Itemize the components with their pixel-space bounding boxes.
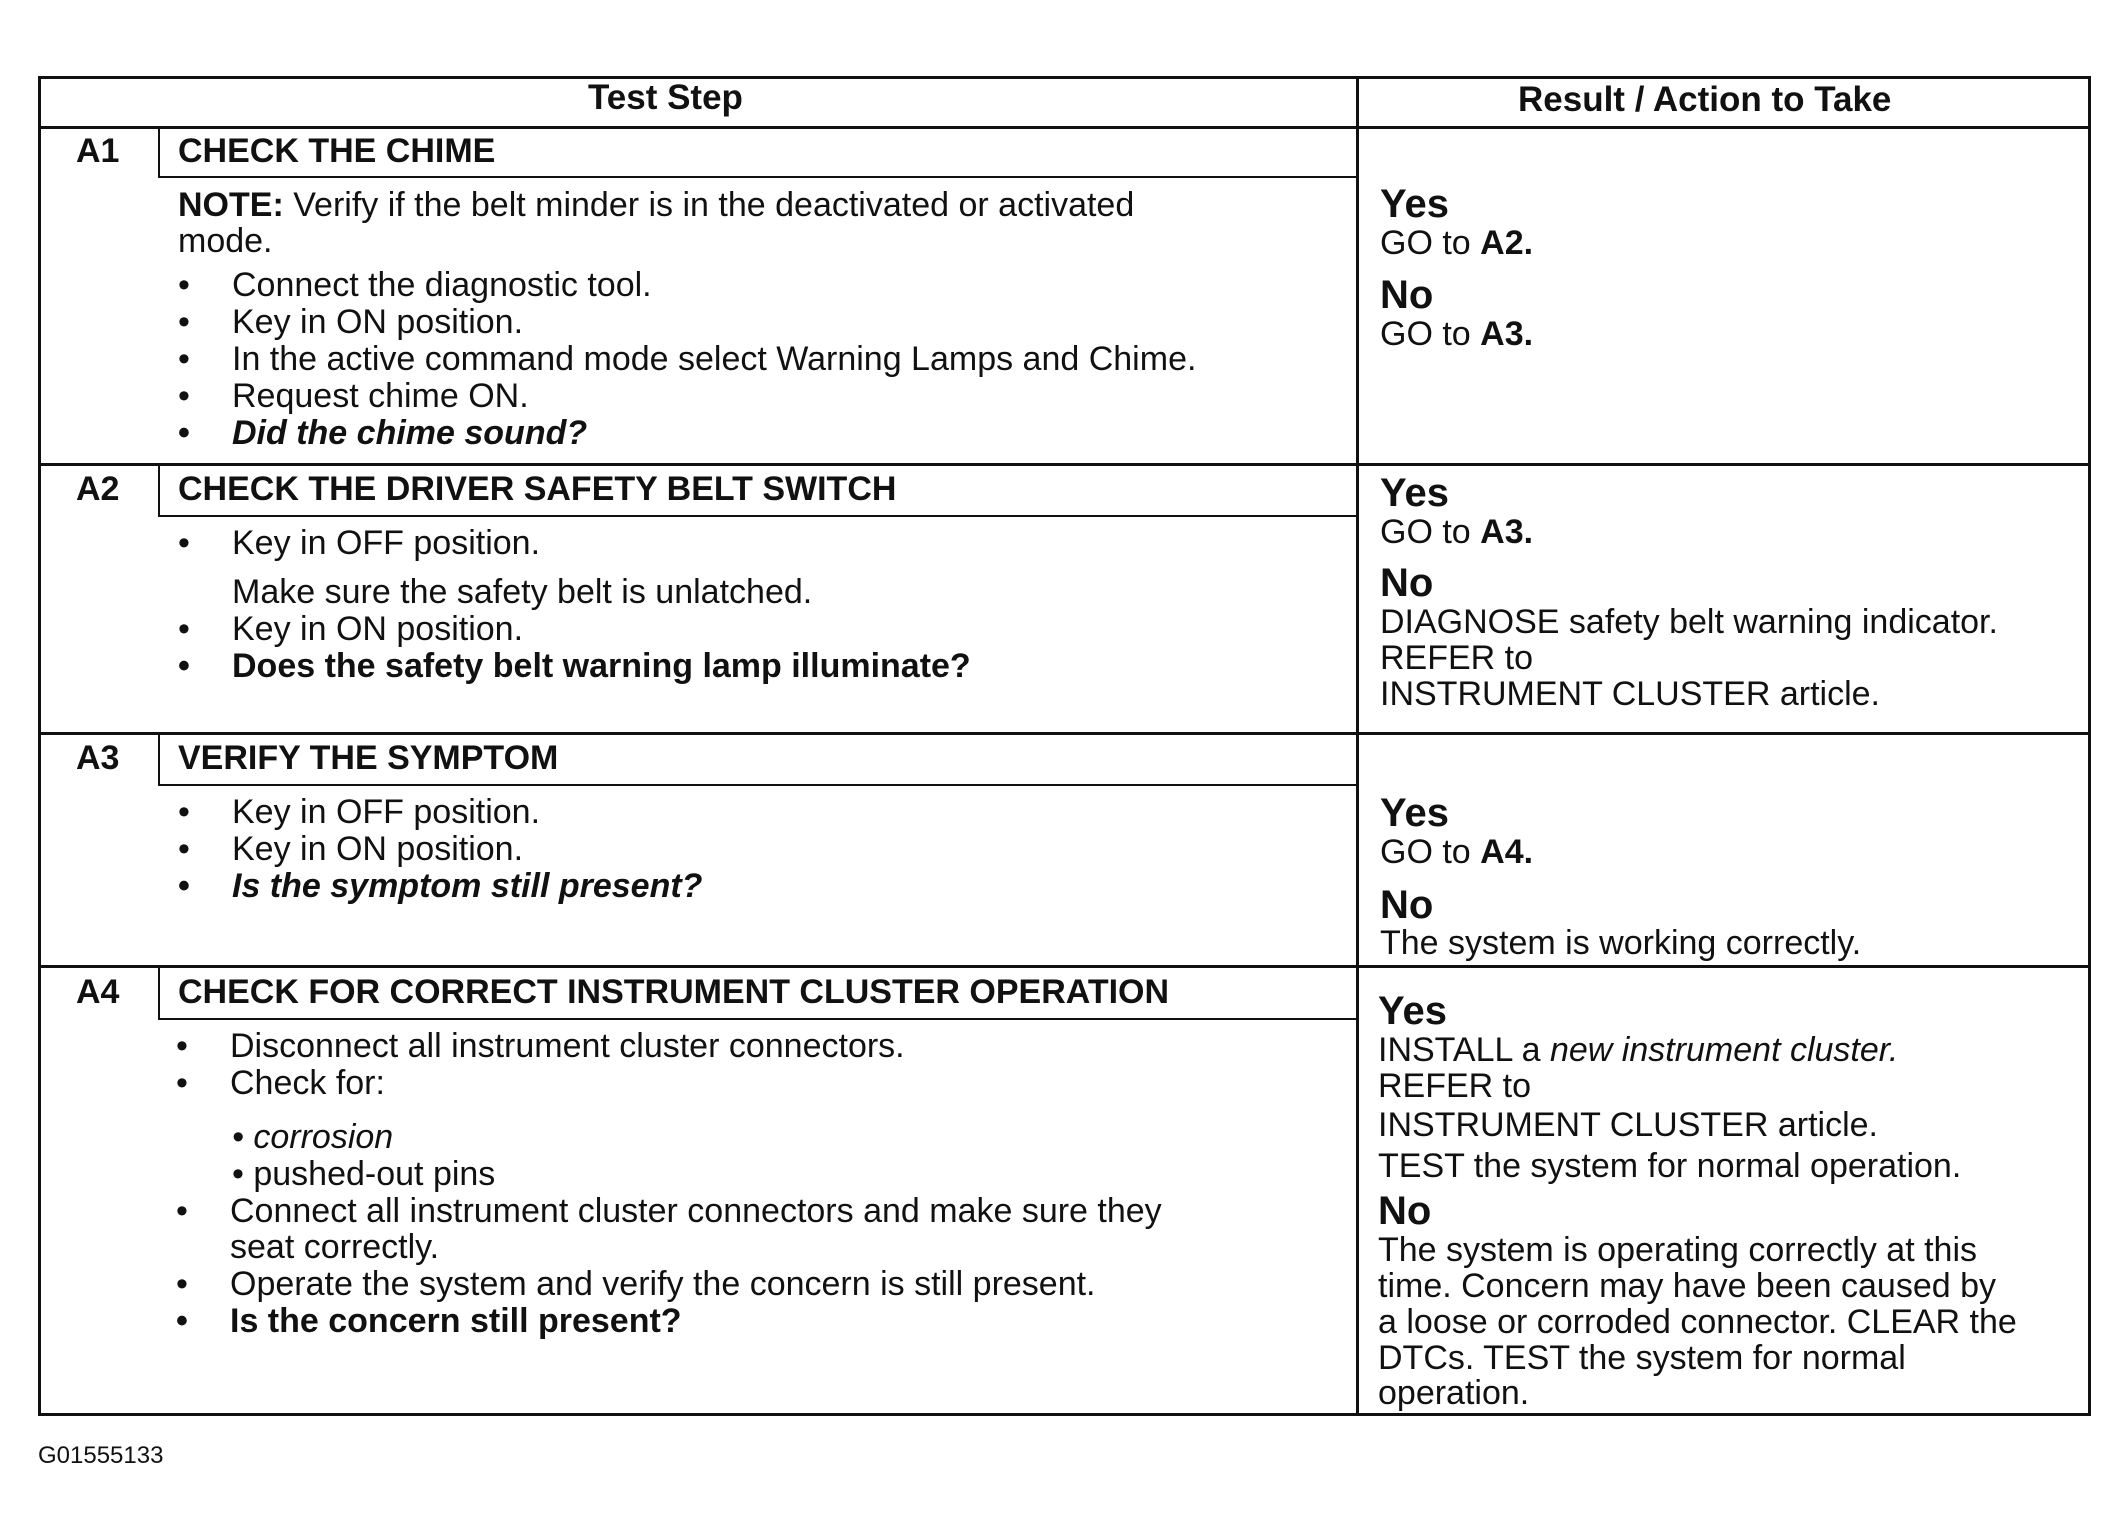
a2-bullet-3-dot: •	[178, 647, 190, 685]
figure-code: G01555133	[38, 1442, 164, 1469]
a1-title-underline	[158, 176, 1356, 178]
step-id-a1: A1	[76, 132, 120, 170]
a2-no-label: No	[1380, 561, 1434, 605]
a2-no-line-1: DIAGNOSE safety belt warning indicator.	[1380, 603, 1998, 641]
a2-bullet-1: Key in OFF position.	[232, 524, 541, 562]
a1-note	[178, 187, 1134, 223]
a4-no-label: No	[1378, 1189, 1432, 1233]
a4-bullet-3-dot: •	[176, 1192, 188, 1230]
step-title-a3: VERIFY THE SYMPTOM	[178, 739, 559, 777]
a4-no-line-1: The system is operating correctly at this	[1378, 1231, 1978, 1269]
a1-yes-text: GO to	[1380, 224, 1481, 262]
a4-no-line-3: a loose or corroded connector. CLEAR the	[1378, 1303, 2017, 1341]
a4-yes-line-1b: new instrument cluster.	[1549, 1031, 1899, 1069]
a4-no-line-2: time. Concern may have been caused by	[1378, 1267, 1997, 1305]
a4-yes-line-2: REFER to	[1378, 1067, 1532, 1105]
a4-sub-2-text: pushed-out pins	[253, 1155, 496, 1193]
header-test-step: Test Step	[588, 78, 743, 117]
a4-bullet-2: Check for:	[230, 1064, 385, 1102]
a1-no-action	[1380, 316, 1533, 352]
a4-bullet-4: Operate the system and verify the concern is still present.	[230, 1265, 1096, 1303]
a4-sub-2: • pushed-out pins	[232, 1155, 496, 1193]
a3-title-underline	[158, 784, 1356, 786]
a2-title-underline	[158, 515, 1356, 517]
a4-yes-line-1a: INSTALL a	[1378, 1031, 1550, 1069]
a1-bullet-2-dot: •	[178, 303, 190, 341]
a4-bullet-1: Disconnect all instrument cluster connectors.	[230, 1027, 905, 1065]
a1-bullet-3-dot: •	[178, 340, 190, 378]
a4-bullet-3-cont: seat correctly.	[230, 1228, 440, 1266]
step-id-a4: A4	[76, 973, 120, 1011]
a2-no-line-2: REFER to	[1380, 639, 1534, 677]
row-divider-a1-a2	[38, 463, 2091, 466]
a1-note-label: NOTE:	[178, 186, 284, 224]
a4-no-line-5: operation.	[1378, 1374, 1530, 1412]
row-divider-a2-a3	[38, 732, 2091, 735]
a1-bullet-2: Key in ON position.	[232, 303, 524, 341]
a2-bullet-2: Key in ON position.	[232, 610, 524, 648]
step-id-a3: A3	[76, 739, 120, 777]
a1-bullet-3: In the active command mode select Warning Lamps and Chime.	[232, 340, 1197, 378]
a1-no-ref: A3.	[1480, 315, 1534, 353]
column-divider	[1356, 76, 1359, 1416]
a2-yes-text: GO to	[1380, 513, 1481, 551]
a1-yes-ref: A2.	[1480, 224, 1534, 262]
a4-yes-line-1	[1378, 1032, 1898, 1068]
a4-id-divider	[158, 965, 160, 1019]
a1-note-text-cont: mode.	[178, 222, 273, 260]
a2-bullet-2-dot: •	[178, 610, 190, 648]
a2-question: Does the safety belt warning lamp illuminate?	[232, 647, 971, 685]
a4-sub-1-text: corrosion	[253, 1118, 394, 1156]
a1-no-text: GO to	[1380, 315, 1481, 353]
a1-bullet-4-dot: •	[178, 377, 190, 415]
a1-bullet-5-dot: •	[178, 414, 190, 452]
a3-bullet-1-dot: •	[178, 793, 190, 831]
a1-bullet-1: Connect the diagnostic tool.	[232, 266, 652, 304]
a4-no-line-4: DTCs. TEST the system for normal	[1378, 1339, 1906, 1377]
a2-bullet-1-cont: Make sure the safety belt is unlatched.	[232, 573, 813, 611]
a4-bullet-2-dot: •	[176, 1064, 188, 1102]
header-divider	[38, 126, 2091, 129]
a2-bullet-1-dot: •	[178, 524, 190, 562]
step-title-a4: CHECK FOR CORRECT INSTRUMENT CLUSTER OPERATION	[178, 973, 1170, 1011]
a1-bullet-4: Request chime ON.	[232, 377, 529, 415]
row-divider-a3-a4	[38, 965, 2091, 968]
a4-bullet-1-dot: •	[176, 1027, 188, 1065]
a1-bullet-1-dot: •	[178, 266, 190, 304]
step-title-a2: CHECK THE DRIVER SAFETY BELT SWITCH	[178, 470, 897, 508]
a4-bullet-4-dot: •	[176, 1265, 188, 1303]
a4-yes-line-3: INSTRUMENT CLUSTER article.	[1378, 1106, 1878, 1144]
a3-yes-ref: A4.	[1480, 833, 1534, 871]
a2-yes-action	[1380, 514, 1533, 550]
a4-yes-label: Yes	[1378, 989, 1447, 1033]
a1-question: Did the chime sound?	[232, 414, 588, 452]
a1-yes-action	[1380, 225, 1533, 261]
a3-no-label: No	[1380, 883, 1434, 927]
a2-no-line-3: INSTRUMENT CLUSTER article.	[1380, 675, 1880, 713]
a1-yes-label: Yes	[1380, 182, 1449, 226]
a3-id-divider	[158, 732, 160, 785]
a3-bullet-3-dot: •	[178, 867, 190, 905]
a1-no-label: No	[1380, 273, 1434, 317]
a3-question: Is the symptom still present?	[232, 867, 703, 905]
a1-id-divider	[158, 126, 160, 178]
a3-bullet-1: Key in OFF position.	[232, 793, 541, 831]
a4-question: Is the concern still present?	[230, 1302, 682, 1340]
a2-yes-ref: A3.	[1480, 513, 1534, 551]
a3-yes-action	[1380, 834, 1533, 870]
a3-bullet-2-dot: •	[178, 830, 190, 868]
a3-yes-text: GO to	[1380, 833, 1481, 871]
a3-bullet-2: Key in ON position.	[232, 830, 524, 868]
a4-title-underline	[158, 1018, 1356, 1020]
a4-sub-1: • corrosion	[232, 1118, 394, 1156]
a4-bullet-3: Connect all instrument cluster connectors and make sure they	[230, 1192, 1162, 1230]
a3-yes-label: Yes	[1380, 791, 1449, 835]
a3-no-line-1: The system is working correctly.	[1380, 924, 1862, 962]
a2-yes-label: Yes	[1380, 471, 1449, 515]
step-id-a2: A2	[76, 470, 120, 508]
a4-yes-line-4: TEST the system for normal operation.	[1378, 1147, 1962, 1185]
step-title-a1: CHECK THE CHIME	[178, 132, 496, 170]
a2-id-divider	[158, 463, 160, 516]
a4-bullet-5-dot: •	[176, 1302, 188, 1340]
header-result: Result / Action to Take	[1518, 80, 1892, 119]
a1-note-text: Verify if the belt minder is in the deactivated or activated	[293, 186, 1135, 224]
